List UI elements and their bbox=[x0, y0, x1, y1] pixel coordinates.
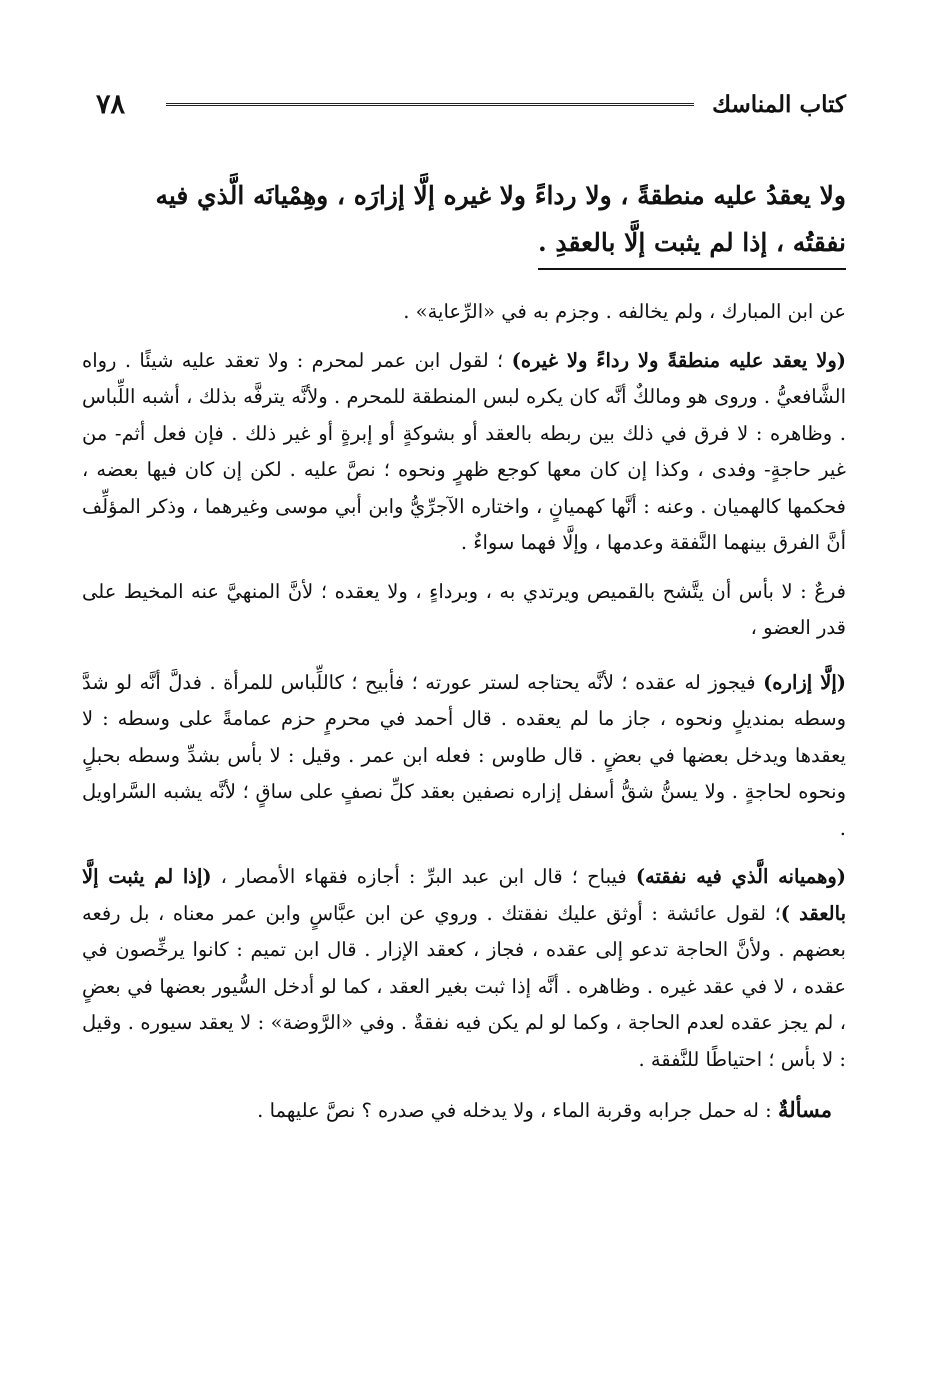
paragraph-2-text: ؛ لقول ابن عمر لمحرم : ولا تعقد عليه شيئًا . رواه الشَّافعيُّ . وروى هو ومالكٌ أنَّه كان يكره لبس المنطقة للمحرم . ولأنَّه يترفَّه بذلك ، أشبه اللِّباس . وظاهره : لا فرق في ذلك بين ربطه بالعقد أو بشوكةٍ أو إبرةٍ أو غير ذلك . فإن فعل أثم- من غير حاجةٍ- وفدى ، وكذا إن كان معها كوجع ظهرٍ ونحوه ؛ نصَّ عليه . لكن إن كان فيها بعضه ، فحكمها كالهميان . وعنه : أنَّها كهميانٍ ، واختاره الآجرِّيُّ وابن أبي موسى وغيرهما ، وذكر المؤلِّف أنَّ الفرق بينهما النَّفقة وعدمها ، وإلَّا فهما سواءٌ . bbox=[82, 348, 846, 554]
paragraph-6-text: : له حمل جرابه وقربة الماء ، ولا يدخله في صدره ؟ نصَّ عليهما . bbox=[257, 1099, 778, 1122]
header-rule bbox=[166, 103, 694, 106]
paragraph-2-lemma: (ولا يعقد عليه منطقةً ولا رداءً ولا غيره) bbox=[511, 348, 846, 372]
commentary-paragraph-6 bbox=[82, 1092, 846, 1130]
paragraph-1-text: عن ابن المبارك ، ولم يخالفه . وجزم به في «الرِّعاية» . bbox=[403, 300, 846, 323]
matn-line-2: نفقتُه ، إذا لم يثبت إلَّا بالعقدِ . bbox=[538, 219, 846, 270]
commentary-paragraph-3 bbox=[82, 574, 846, 647]
running-title: كتاب المناسك bbox=[712, 90, 846, 118]
page-number: ٧٨ bbox=[96, 88, 126, 120]
page-header bbox=[96, 84, 846, 124]
commentary-paragraph-5 bbox=[82, 859, 846, 1078]
page-body bbox=[82, 172, 846, 1130]
paragraph-3-text: فرعٌ : لا بأس أن يتَّشح بالقميص ويرتدي به ، وبرداءٍ ، ولا يعقده ؛ لأنَّ المنهيَّ عنه المخيط على قدر العضو ، bbox=[82, 579, 846, 639]
paragraph-4-lemma: (إلَّا إزاره) bbox=[763, 670, 847, 694]
commentary-paragraph-4 bbox=[82, 665, 846, 848]
commentary-paragraph-2 bbox=[82, 343, 846, 562]
paragraph-5-text-1: فيباح ؛ قال ابن عبد البرِّ : أجازه فقهاء الأمصار ، bbox=[211, 865, 636, 888]
paragraph-5-text-2: ؛ لقول عائشة : أوثق عليك نفقتك . وروي عن ابن عبَّاسٍ وابن عمر معناه ، بل رفعه بعضهم . ولأنَّ الحاجة تدعو إلى عقده ، فجاز ، كعقد الإزار . قال ابن تميم : كانوا يرخِّصون في عقده ، لا في عقد غيره . وظاهره . أنَّه إذا ثبت بغير العقد ، كما لو أدخل السُّيور بعضها في بعضٍ ، لم يجز عقده لعدم الحاجة ، وكما لو لم يكن فيه نفقةٌ . وفي «الرَّوضة» : لا يعقد سيوره . وقيل : لا بأس ؛ احتياطًا للنَّفقة . bbox=[82, 901, 846, 1071]
matn-line-1: ولا يعقدُ عليه منطقةً ، ولا رداءً ولا غيره إلَّا إزارَه ، وهِمْيانَه الَّذي فيه bbox=[155, 181, 846, 210]
paragraph-4-text: فيجوز له عقده ؛ لأنَّه يحتاجه لستر عورته ؛ فأبيح ؛ كاللِّباس للمرأة . فدلَّ أنَّه لو شدَّ وسطه بمنديلٍ ونحوه ، جاز ما لم يعقده . قال أحمد في محرمٍ حزم عمامةً على وسطه : لا يعقدها ويدخل بعضها في بعضٍ . قال طاوس : فعله ابن عمر . وقيل : لا بأس بشدِّ وسطه بحبلٍ ونحوه لحاجةٍ . ولا يسنُّ شقُّ أسفل إزاره نصفين بعقد كلِّ نصفٍ على ساقٍ ؛ لأنَّه يشبه السَّراويل . bbox=[82, 670, 846, 840]
matn-line-2-wrap bbox=[82, 219, 846, 270]
commentary-paragraph-1 bbox=[82, 294, 846, 331]
paragraph-6-heading: مسألةٌ bbox=[777, 1097, 832, 1122]
paragraph-5-lemma-2: (إذا لم يثبت إلَّا بالعقد ) bbox=[82, 865, 846, 925]
matn-text bbox=[82, 172, 846, 270]
paragraph-5-lemma-1: (وهميانه الَّذي فيه نفقته) bbox=[635, 865, 846, 888]
